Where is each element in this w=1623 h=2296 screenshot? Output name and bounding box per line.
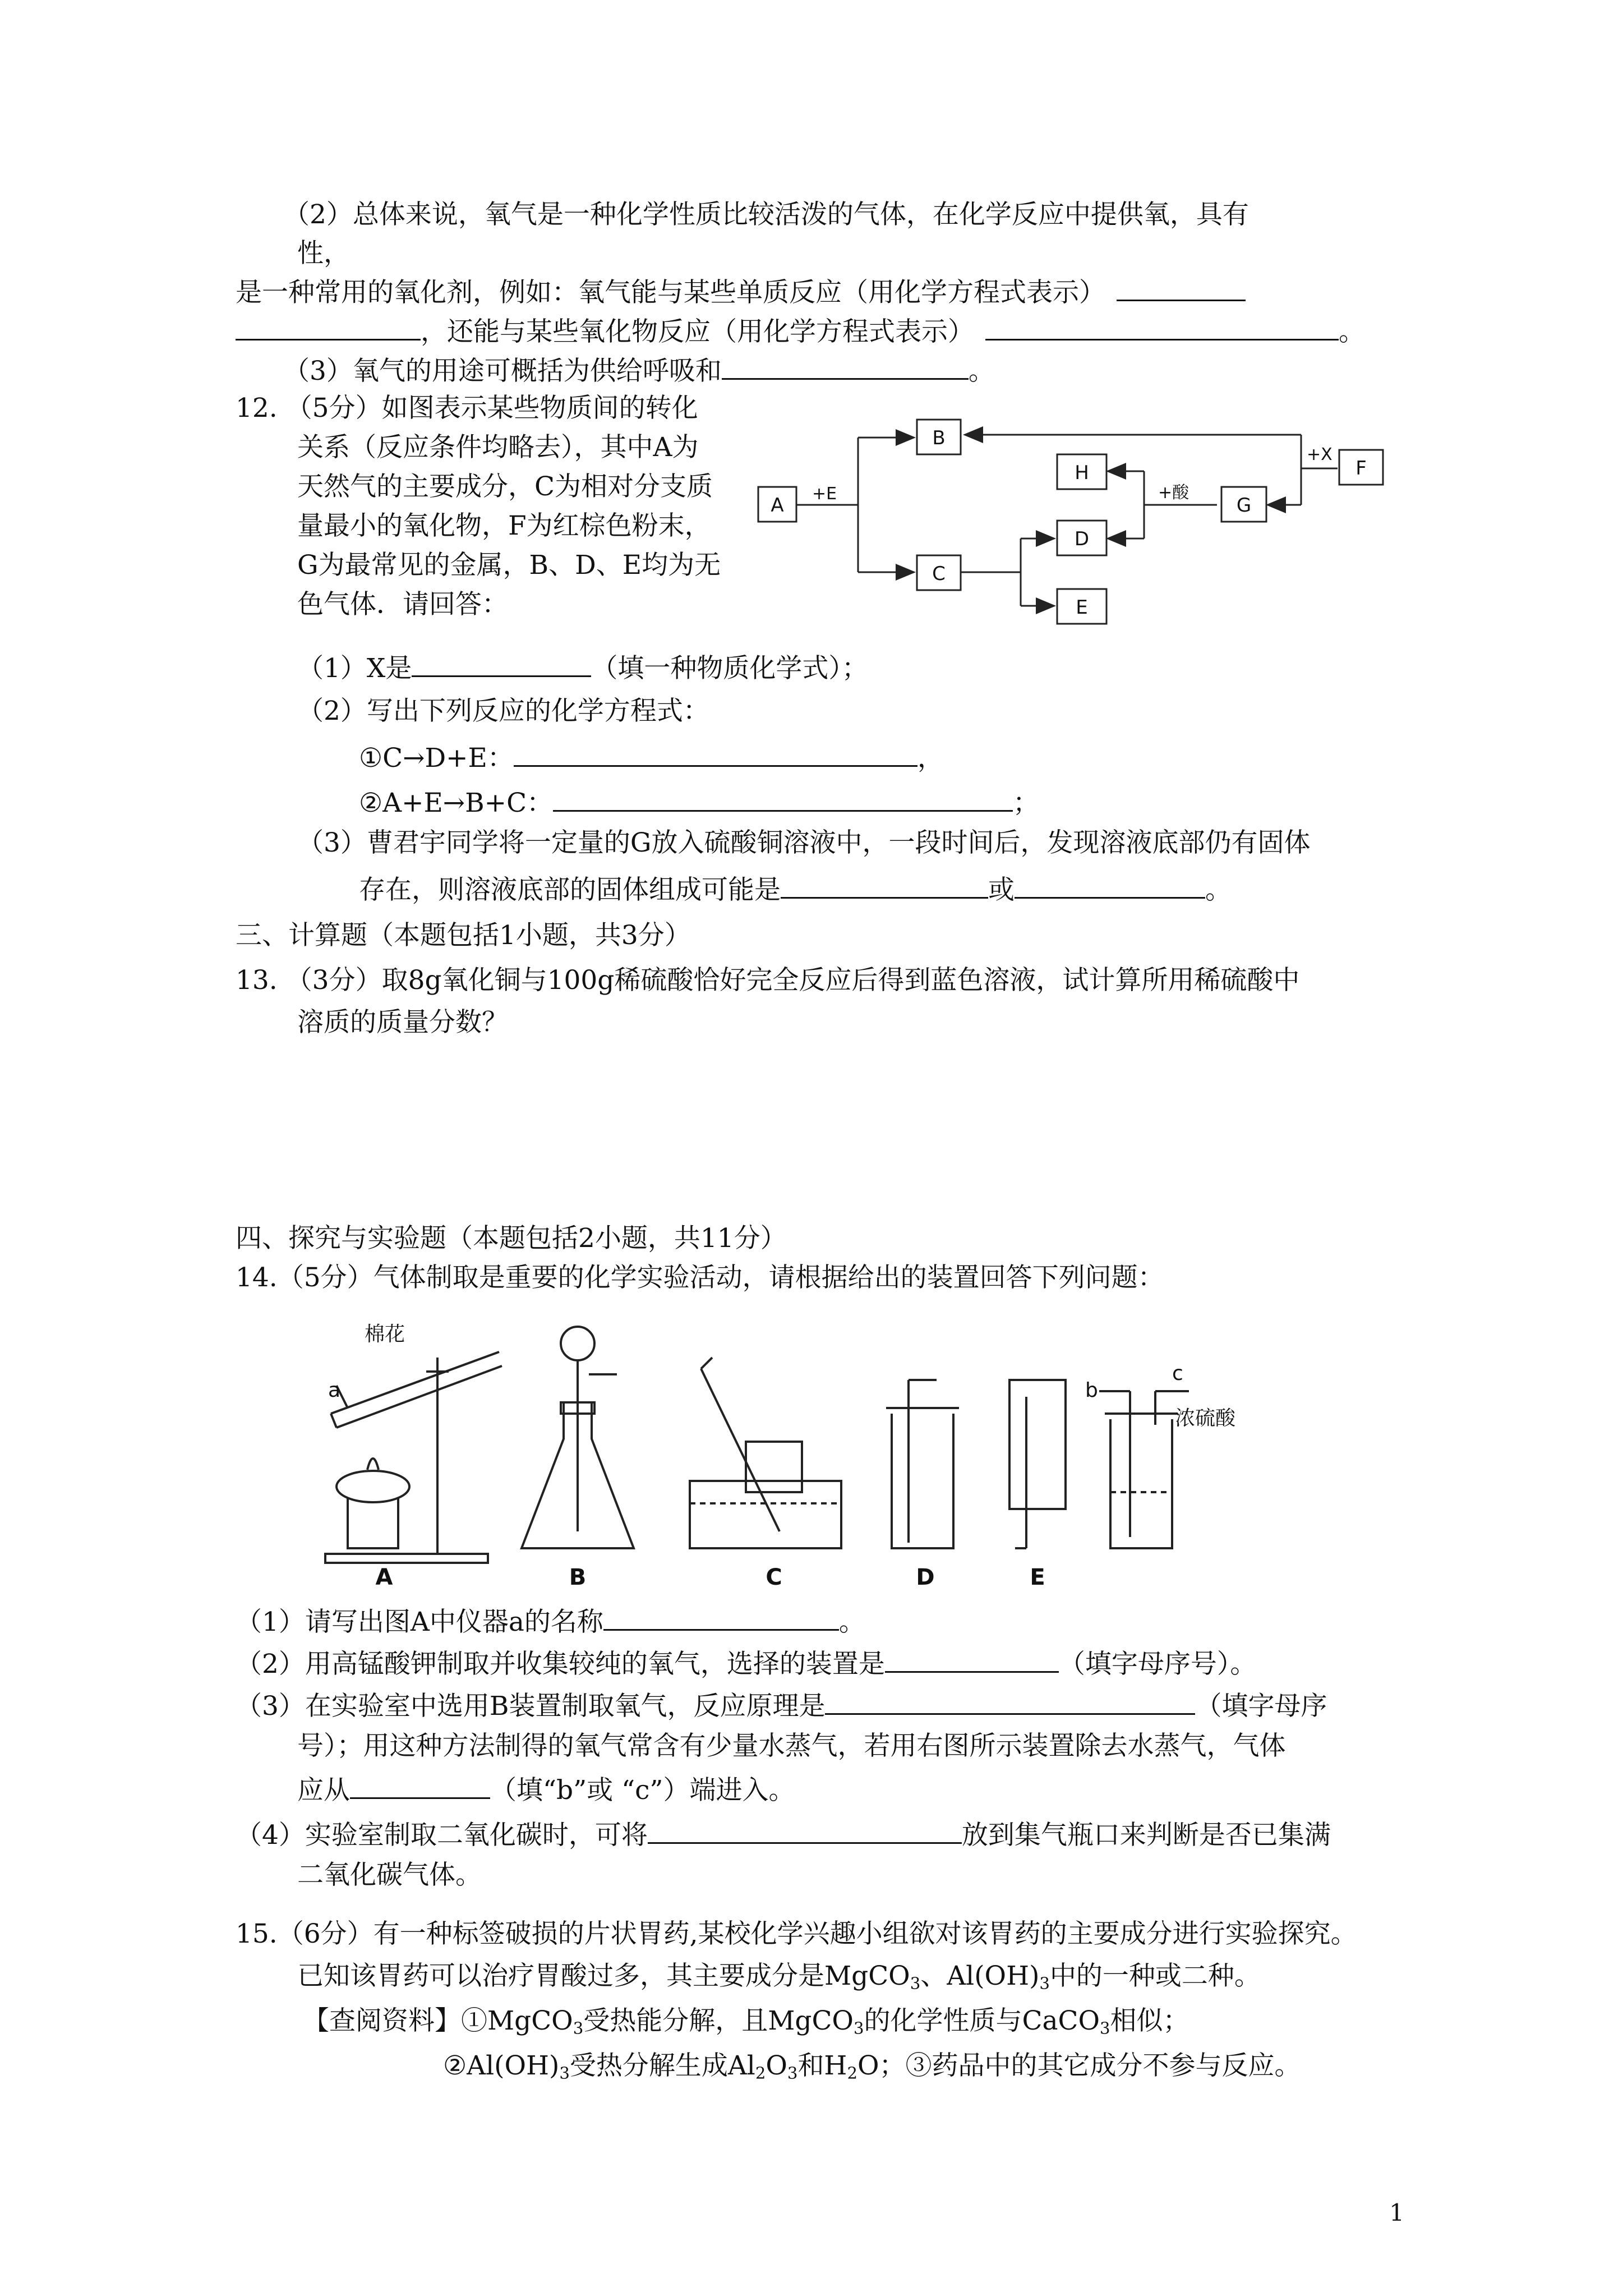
answer-blank[interactable] [648,1818,962,1844]
q12-sub2-b [359,785,1039,819]
apparatus-figure [314,1318,1312,1588]
answer-blank[interactable] [603,1604,839,1631]
q14-4a-text: （4）实验室制取二氧化碳时，可将 [236,1820,648,1851]
q12-sub3-or: 或 [988,875,1015,905]
answer-blank[interactable] [1015,872,1205,899]
q12-stem-1 [236,393,698,424]
label-plus-e: +E [812,484,837,504]
q14-1-text: （1）请写出图A中仪器a的名称 [236,1607,603,1637]
q12-stem-2 [297,432,698,463]
q13-line1 [236,965,1299,996]
reaction-diagram [746,404,1419,639]
q15-line2-c: 中的一种或二种。 [1049,1961,1261,1991]
subscript: 3 [559,2063,570,2083]
q15-ref-d: 相似； [1110,2005,1189,2036]
section4-title-text: 四、探究与实验题（本题包括2小题，共11分） [236,1223,787,1254]
section3-title [236,920,691,951]
q14-4b-text: 二氧化碳气体。 [297,1860,482,1890]
answer-blank[interactable] [236,314,421,341]
q14-3c [297,1773,795,1806]
q12-sub3-line1 [297,827,1310,859]
q15-ref2-e: O；③药品中的其它成分不参与反应。 [857,2050,1301,2081]
label-apparatus-e: E [1030,1565,1045,1588]
q11-p2-line2 [236,275,1246,309]
subscript: 3 [910,1973,921,1993]
node-g: G [1236,494,1252,517]
section3-title-text: 三、计算题（本题包括1小题，共3分） [236,920,691,951]
q11-p2-line1b [297,236,350,269]
q12-sub3-line2-text: 存在，则溶液底部的固体组成可能是 [359,875,781,905]
q14-3c-end: （填“b”或 “c”）端进入。 [490,1775,795,1806]
q11-p2-line3-text: ，还能与某些氧化物反应（用化学方程式表示） [421,316,974,347]
node-f: F [1355,457,1367,480]
label-apparatus-a: A [375,1565,393,1588]
subscript: 3 [573,2018,584,2038]
answer-blank[interactable] [350,1773,490,1799]
q12-sub1-text: （1）X是 [297,653,412,684]
subscript: 3 [787,2063,798,2083]
q12-sub1 [297,651,868,684]
label-apparatus-d: D [916,1565,935,1588]
q12-stem-text: 色气体．请回答： [297,589,508,620]
apparatus-c [690,1358,841,1548]
node-d: D [1074,528,1090,550]
label-apparatus-c: C [766,1565,782,1588]
q15-line2-b: 、Al(OH) [920,1961,1040,1991]
q12-stem-text: 量最小的氧化物，F为红棕色粉末， [297,510,711,541]
page-number: 1 [1389,2199,1404,2226]
subscript: 3 [1039,1973,1050,1993]
node-a: A [771,494,784,517]
q14-2-end: （填字母序号）。 [1058,1649,1257,1680]
label-c: c [1172,1362,1183,1385]
answer-blank[interactable] [781,872,988,899]
answer-blank[interactable] [985,314,1339,341]
q12-sub2-text: （2）写出下列反应的化学方程式： [297,696,709,726]
q15-ref1 [303,2005,1189,2038]
q11-p2-line3 [236,314,1365,348]
apparatus-b [522,1327,634,1548]
q15-line2 [297,1961,1261,1993]
label-b: b [1085,1379,1098,1402]
q11-p2-text-b: 性， [297,238,350,269]
q14-2-text: （2）用高锰酸钾制取并收集较纯的氧气，选择的装置是 [236,1649,885,1680]
q14-4a-end: 放到集气瓶口来判断是否已集满 [961,1820,1331,1851]
q12-sub3-line2 [359,872,1232,906]
label-conc-acid: 浓硫酸 [1175,1407,1236,1430]
q12-sub2-a [359,740,944,774]
q15-ref-c: 的化学性质与CaCO [864,2005,1100,2036]
answer-blank[interactable] [722,353,969,380]
q11-p2-line3-end: 。 [1339,316,1365,347]
q13-text: 13. （3分）取8g氧化铜与100g稀硫酸恰好完全反应后得到蓝色溶液，试计算所用稀硫酸中 [236,965,1300,996]
q14-4b [297,1860,482,1891]
q13-text-2: 溶质的质量分数？ [297,1007,508,1038]
q15-line2-a: 已知该胃药可以治疗胃酸过多，其主要成分是MgCO [297,1961,910,1991]
q12-stem-text: 12. （5分）如图表示某些物质间的转化 [236,393,698,424]
node-h: H [1075,462,1089,484]
subscript: 2 [847,2063,857,2083]
q14-stem-text: 14.（5分）气体制取是重要的化学实验活动，请根据给出的装置回答下列问题： [236,1262,1164,1293]
node-c: C [932,563,946,585]
answer-blank[interactable] [514,740,917,767]
q12-sub3-text: （3）曹君宇同学将一定量的G放入硫酸铜溶液中，一段时间后，发现溶液底部仍有固体 [297,827,1311,858]
q14-3b-text: 号）；用这种方法制得的氧气常含有少量水蒸气，若用右图所示装置除去水蒸气，气体 [297,1731,1286,1761]
q13-line2 [297,1007,508,1038]
q11-p3-end: 。 [968,356,995,386]
label-plus-x: +X [1307,445,1332,464]
q14-3c-text: 应从 [297,1775,350,1806]
q15-ref2-c: O [766,2050,787,2081]
q14-2 [236,1646,1256,1680]
q15-line1 [236,1918,1357,1950]
q14-1 [236,1604,865,1638]
apparatus-d [886,1380,959,1548]
q12-stem-text: G为最常见的金属，B、D、E均为无 [297,550,721,581]
q12-sub2-a-end: ， [917,743,944,774]
answer-blank[interactable] [885,1646,1059,1673]
label-plus-acid: +酸 [1158,483,1189,503]
answer-blank[interactable] [1117,275,1246,301]
q11-p3-text: （3）氧气的用途可概括为供给呼吸和 [283,356,722,386]
answer-blank[interactable] [412,651,591,677]
q15-ref-b: 受热能分解，且MgCO [583,2005,854,2036]
label-cotton: 棉花 [365,1323,405,1346]
apparatus-e [1009,1380,1066,1548]
q12-stem-text: 天然气的主要成分，C为相对分支质 [297,471,713,502]
q14-3a [236,1688,1327,1722]
node-b: B [932,427,946,449]
q14-3b [297,1731,1286,1762]
subscript: 2 [755,2063,766,2083]
q12-sub2 [297,696,709,727]
label-a: a [328,1379,341,1402]
q12-stem-text: 关系（反应条件均略去），其中A为 [297,432,699,463]
q14-3a-end: （填字母序 [1195,1691,1327,1722]
q12-sub2-b-text: ②A+E→B+C： [359,788,554,818]
q15-ref2-d: 和H [797,2050,847,2081]
q14-1-end: 。 [838,1607,865,1637]
q12-sub2-b-end: ； [1013,788,1040,818]
q11-p3 [283,353,995,387]
subscript: 3 [1099,2018,1110,2038]
q14-stem [236,1262,1164,1294]
q12-stem-4 [297,510,711,542]
q12-sub3-end: 。 [1205,875,1232,905]
answer-blank[interactable] [553,785,1013,812]
q15-ref2 [443,2050,1301,2083]
q12-sub1-end: （填一种物质化学式）； [591,653,868,684]
answer-blank[interactable] [825,1688,1195,1715]
q15-ref-a: 【查阅资料】①MgCO [303,2005,573,2036]
q15-text: 15.（6分）有一种标签破损的片状胃药,某校化学兴趣小组欲对该胃药的主要成分进行实验探究。 [236,1918,1357,1949]
label-apparatus-b: B [569,1565,587,1588]
q15-ref2-b: 受热分解生成Al [569,2050,755,2081]
q14-3a-text: （3）在实验室中选用B装置制取氧气，反应原理是 [236,1691,826,1722]
q11-p2-text: （2）总体来说，氧气是一种化学性质比较活泼的气体，在化学反应中提供氧，具有 [283,199,1249,230]
q12-stem-6 [297,589,508,620]
q11-p2-line2-text: 是一种常用的氧化剂，例如：氧气能与某些单质反应（用化学方程式表示） [236,277,1105,308]
q12-sub2-a-text: ①C→D+E： [359,743,514,774]
section4-title [236,1223,787,1254]
node-e: E [1076,596,1088,619]
q14-4a [236,1818,1331,1851]
q12-stem-5 [297,550,721,581]
q12-stem-3 [297,471,713,503]
q11-p2-line1 [283,199,1249,231]
apparatus-a [325,1352,502,1563]
q15-ref2-a: ②Al(OH) [443,2050,560,2081]
subscript: 3 [853,2018,864,2038]
